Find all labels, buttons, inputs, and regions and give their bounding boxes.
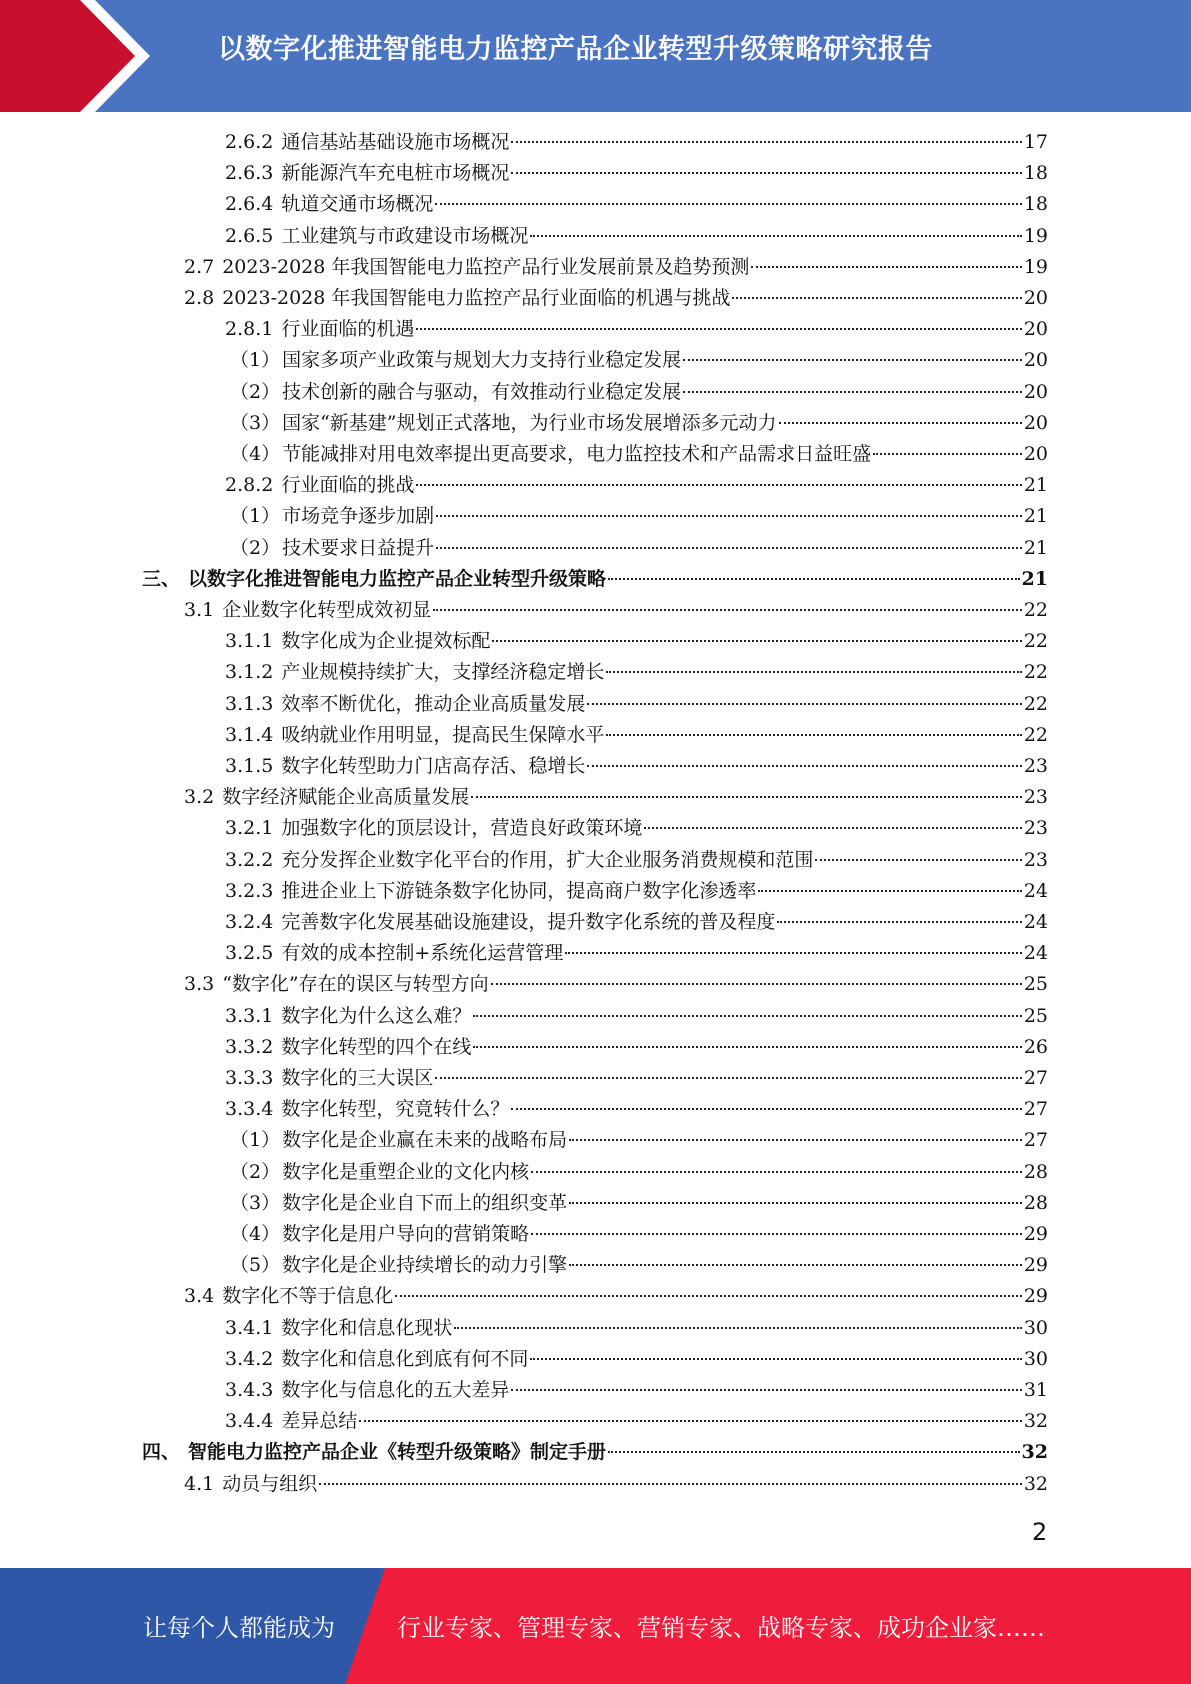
toc-entry-number: 3.3.2	[225, 1035, 274, 1058]
toc-entry-number: 3.3	[184, 973, 215, 996]
toc-entry-number: 3.1.3	[225, 692, 274, 715]
toc-dot-leader	[436, 547, 1022, 549]
toc-entry-title: 2023-2028 年我国智能电力监控产品行业发展前景及趋势预测	[222, 255, 750, 278]
toc-entry-page: 26	[1023, 1035, 1048, 1058]
toc-entry-number: 3.1.4	[225, 723, 274, 746]
toc-entry-title: 数字化的三大误区	[281, 1067, 434, 1089]
toc-entry-page: 18	[1023, 193, 1048, 216]
toc-entry-title: 吸纳就业作用明显，提高民生保障水平	[281, 723, 605, 746]
toc-dot-leader	[587, 765, 1021, 767]
toc-dot-leader	[530, 235, 1021, 237]
toc-entry-page: 28	[1023, 1191, 1048, 1214]
toc-entry[interactable]	[225, 314, 1048, 345]
toc-entry-page: 25	[1023, 973, 1048, 996]
toc-entry-page: 32	[1023, 1410, 1048, 1433]
toc-entry[interactable]	[225, 938, 1048, 969]
toc-dot-leader	[416, 328, 1021, 330]
toc-entry-title: “数字化”存在的误区与转型方向	[222, 973, 489, 996]
toc-dot-leader	[359, 1420, 1021, 1422]
toc-entry[interactable]	[225, 626, 1048, 657]
toc-entry-title: 产业规模持续扩大，支撑经济稳定增长	[281, 661, 605, 684]
toc-dot-leader	[569, 1264, 1022, 1266]
toc-entry-page: 29	[1023, 1254, 1048, 1277]
toc-dot-leader	[511, 1108, 1021, 1110]
toc-entry-title: 效率不断优化，推动企业高质量发展	[281, 692, 586, 715]
toc-entry[interactable]	[142, 564, 1048, 595]
toc-entry-page: 24	[1023, 911, 1048, 933]
toc-entry-page: 27	[1023, 1098, 1048, 1121]
toc-entry-number: 3.1	[184, 599, 215, 621]
toc-dot-leader	[530, 1358, 1021, 1360]
toc-entry-page: 21	[1023, 536, 1048, 559]
toc-entry-title: 国家多项产业政策与规划大力支持行业稳定发展	[282, 349, 682, 372]
toc-dot-leader	[751, 266, 1021, 268]
toc-entry-number: （1）	[230, 349, 281, 372]
toc-entry-number: 4.1	[184, 1472, 215, 1495]
toc-dot-leader	[606, 671, 1021, 673]
toc-entry-page: 30	[1023, 1347, 1048, 1370]
toc-dot-leader	[606, 734, 1021, 736]
toc-entry-page: 25	[1023, 1004, 1048, 1027]
toc-dot-leader	[569, 1202, 1022, 1204]
toc-dot-leader	[644, 827, 1021, 829]
toc-entry[interactable]	[225, 845, 1048, 876]
toc-entry-page: 29	[1023, 1285, 1048, 1308]
toc-entry-number: 3.3.4	[225, 1098, 274, 1121]
toc-entry-number: 3.1.5	[225, 755, 274, 777]
toc-entry-page: 18	[1023, 162, 1048, 185]
toc-entry[interactable]	[225, 1063, 1048, 1094]
toc-entry-title: 以数字化推进智能电力监控产品企业转型升级策略	[188, 567, 607, 590]
toc-entry[interactable]	[142, 1437, 1048, 1468]
toc-dot-leader	[777, 921, 1021, 923]
toc-entry-page: 22	[1023, 599, 1048, 621]
toc-entry-title: 国家“新基建”规划正式落地，为行业市场发展增添多元动力	[282, 411, 777, 434]
toc-dot-leader	[873, 453, 1022, 455]
footer-slogan: 让每个人都能成为	[143, 1614, 335, 1642]
toc-dot-leader	[511, 141, 1021, 143]
toc-dot-leader	[395, 1295, 1022, 1297]
toc-entry-title: 数字化为什么这么难？	[281, 1004, 472, 1027]
toc-dot-leader	[565, 952, 1022, 954]
toc-entry-number: 3.2.4	[225, 911, 274, 933]
toc-entry-page: 24	[1023, 879, 1048, 902]
toc-entry-page: 27	[1023, 1129, 1048, 1152]
toc-entry-title: 数字化和信息化到底有何不同	[281, 1347, 529, 1370]
toc-entry-number: 2.8.2	[225, 474, 274, 497]
toc-entry-page: 22	[1023, 661, 1048, 684]
toc-entry-number: （4）	[230, 443, 281, 465]
toc-dot-leader	[608, 578, 1020, 580]
toc-entry-number: 3.3.1	[225, 1004, 274, 1027]
toc-entry[interactable]	[225, 1406, 1048, 1437]
toc-entry-page: 31	[1023, 1379, 1048, 1401]
toc-entry[interactable]	[184, 1469, 1048, 1500]
toc-entry-title: 数字化不等于信息化	[222, 1285, 394, 1308]
toc-entry[interactable]	[230, 1188, 1048, 1219]
toc-entry-number: （2）	[230, 536, 281, 559]
toc-entry-number: （1）	[230, 1129, 281, 1152]
toc-entry-title: 节能减排对用电效率提出更高要求，电力监控技术和产品需求日益旺盛	[282, 443, 872, 465]
toc-dot-leader	[608, 1451, 1020, 1453]
toc-entry-page: 32	[1023, 1472, 1048, 1495]
toc-entry-number: （1）	[230, 505, 281, 528]
toc-entry[interactable]	[225, 1001, 1048, 1032]
toc-entry-title: 市场竞争逐步加剧	[282, 505, 435, 528]
toc-entry-number: 三、	[142, 567, 181, 590]
toc-entry-number: 3.2	[184, 786, 215, 809]
toc-entry-title: 加强数字化的顶层设计，营造良好政策环境	[281, 817, 643, 840]
toc-dot-leader	[511, 172, 1021, 174]
toc-dot-leader	[473, 1015, 1021, 1017]
toc-entry-title: 数字化与信息化的五大差异	[281, 1379, 510, 1401]
toc-entry-page: 23	[1023, 755, 1048, 777]
toc-entry-number: （4）	[230, 1223, 281, 1245]
toc-entry-title: 推进企业上下游链条数字化协同，提高商户数字化渗透率	[281, 879, 757, 902]
toc-entry[interactable]	[225, 813, 1048, 844]
toc-entry-number: 3.1.1	[225, 630, 274, 653]
toc-entry-title: 数字化成为企业提效标配	[281, 630, 491, 653]
toc-entry-number: 3.2.5	[225, 942, 274, 965]
toc-entry-number: 3.2.1	[225, 817, 274, 840]
toc-entry-page: 21	[1023, 505, 1048, 528]
toc-entry-page: 23	[1023, 786, 1048, 809]
toc-entry-title: 数字化是用户导向的营销策略	[282, 1223, 530, 1245]
toc-entry-number: 3.4.1	[225, 1316, 274, 1339]
toc-entry[interactable]	[230, 533, 1048, 564]
toc-entry-page: 20	[1023, 318, 1048, 341]
toc-dot-leader	[454, 1327, 1021, 1329]
toc-entry-page: 22	[1023, 692, 1048, 715]
toc-entry-page: 17	[1023, 131, 1048, 153]
toc-entry-page: 24	[1023, 942, 1048, 965]
toc-entry-page: 30	[1023, 1316, 1048, 1339]
toc-dot-leader	[436, 515, 1022, 517]
toc-entry-title: 有效的成本控制+系统化运营管理	[281, 942, 564, 965]
toc-entry-title: 通信基站基础设施市场概况	[281, 131, 510, 153]
toc-entry[interactable]	[184, 252, 1048, 283]
toc-dot-leader	[433, 609, 1022, 611]
toc-entry[interactable]	[225, 689, 1048, 720]
toc-entry-number: 2.6.5	[225, 224, 274, 247]
toc-entry-title: 数字化转型助力门店高存活、稳增长	[281, 755, 586, 777]
toc-entry-number: 3.1.2	[225, 661, 274, 684]
toc-entry-page: 20	[1023, 349, 1048, 372]
toc-entry-number: （3）	[230, 411, 281, 434]
toc-entry-number: 3.3.3	[225, 1067, 274, 1089]
toc-dot-leader	[491, 983, 1022, 985]
toc-entry-title: 动员与组织	[222, 1472, 318, 1495]
toc-dot-leader	[683, 359, 1022, 361]
toc-dot-leader	[471, 796, 1022, 798]
toc-entry[interactable]	[225, 189, 1048, 220]
toc-entry-number: （2）	[230, 1160, 281, 1183]
page-header	[0, 0, 1191, 112]
toc-entry-number: 2.7	[184, 255, 215, 278]
toc-entry-title: 差异总结	[281, 1410, 358, 1433]
toc-entry[interactable]	[225, 876, 1048, 907]
toc-dot-leader	[683, 391, 1022, 393]
header-arrow-decoration	[0, 0, 160, 112]
toc-entry[interactable]	[230, 1219, 1048, 1250]
toc-entry-number: 2.6.2	[225, 131, 274, 153]
toc-entry-page: 20	[1023, 287, 1048, 309]
toc-entry[interactable]	[225, 1375, 1048, 1406]
toc-entry-number: 3.4	[184, 1285, 215, 1308]
toc-entry-number: 2.6.3	[225, 162, 274, 185]
toc-entry-page: 22	[1023, 723, 1048, 746]
toc-entry-title: 数字化和信息化现状	[281, 1316, 453, 1339]
toc-entry[interactable]	[225, 907, 1048, 938]
toc-entry-page: 27	[1023, 1067, 1048, 1089]
toc-entry-number: 3.4.2	[225, 1347, 274, 1370]
toc-entry-number: 2.6.4	[225, 193, 274, 216]
toc-entry[interactable]	[225, 470, 1048, 501]
toc-entry[interactable]	[225, 1094, 1048, 1125]
toc-entry[interactable]	[230, 408, 1048, 439]
toc-entry-page: 20	[1023, 443, 1048, 465]
toc-entry-number: 3.2.2	[225, 848, 274, 871]
page-footer	[0, 1568, 1191, 1684]
toc-entry-title: 技术要求日益提升	[282, 536, 435, 559]
toc-entry[interactable]	[225, 127, 1048, 158]
toc-entry-title: 数字经济赋能企业高质量发展	[222, 786, 470, 809]
toc-entry-title: 轨道交通市场概况	[281, 193, 434, 216]
toc-entry-title: 完善数字化发展基础设施建设，提升数字化系统的普及程度	[281, 911, 776, 933]
toc-entry-page: 29	[1023, 1223, 1048, 1245]
toc-entry-number: （5）	[230, 1254, 281, 1277]
toc-entry-title: 数字化是企业赢在未来的战略布局	[282, 1129, 568, 1152]
toc-entry[interactable]	[230, 439, 1048, 470]
toc-entry[interactable]	[184, 782, 1048, 813]
toc-entry-page: 20	[1023, 411, 1048, 434]
toc-entry-title: 数字化是重塑企业的文化内核	[282, 1160, 530, 1183]
toc-dot-leader	[587, 703, 1021, 705]
toc-entry-title: 数字化转型，究竟转什么？	[281, 1098, 510, 1121]
toc-entry-title: 技术创新的融合与驱动，有效推动行业稳定发展	[282, 380, 682, 403]
toc-entry-page: 21	[1023, 474, 1048, 497]
toc-entry-title: 数字化是企业持续增长的动力引擎	[282, 1254, 568, 1277]
toc-entry[interactable]	[225, 657, 1048, 688]
toc-entry-title: 智能电力监控产品企业《转型升级策略》制定手册	[188, 1441, 607, 1464]
toc-entry[interactable]	[230, 1125, 1048, 1156]
toc-dot-leader	[732, 297, 1021, 299]
toc-entry-page: 23	[1023, 848, 1048, 871]
toc-entry[interactable]	[225, 1032, 1048, 1063]
toc-entry[interactable]	[225, 751, 1048, 782]
toc-dot-leader	[569, 1139, 1022, 1141]
report-title: 以数字化推进智能电力监控产品企业转型升级策略研究报告	[218, 34, 933, 65]
toc-entry-page: 32	[1021, 1441, 1048, 1464]
toc-entry-page: 23	[1023, 817, 1048, 840]
toc-entry[interactable]	[225, 221, 1048, 252]
toc-entry-page: 28	[1023, 1160, 1048, 1183]
toc-entry[interactable]	[230, 377, 1048, 408]
toc-entry-title: 新能源汽车充电桩市场概况	[281, 162, 510, 185]
toc-entry-number: 2.8.1	[225, 318, 274, 341]
toc-entry-title: 充分发挥企业数字化平台的作用，扩大企业服务消费规模和范围	[281, 848, 814, 871]
toc-entry-page: 22	[1023, 630, 1048, 653]
toc-entry[interactable]	[225, 1344, 1048, 1375]
toc-entry-page: 19	[1023, 224, 1048, 247]
toc-entry-title: 行业面临的机遇	[281, 318, 415, 341]
toc-entry-title: 数字化转型的四个在线	[281, 1035, 472, 1058]
toc-entry[interactable]	[230, 1250, 1048, 1281]
toc-dot-leader	[758, 890, 1021, 892]
toc-entry-title: 2023-2028 年我国智能电力监控产品行业面临的机遇与挑战	[222, 287, 731, 309]
toc-entry[interactable]	[230, 1157, 1048, 1188]
toc-dot-leader	[511, 1389, 1021, 1391]
toc-entry-page: 20	[1023, 380, 1048, 403]
toc-entry[interactable]	[184, 595, 1048, 626]
toc-dot-leader	[779, 422, 1022, 424]
toc-dot-leader	[531, 1171, 1022, 1173]
toc-dot-leader	[435, 203, 1021, 205]
toc-dot-leader	[473, 1046, 1021, 1048]
toc-entry-number: 3.4.3	[225, 1379, 274, 1401]
toc-dot-leader	[815, 859, 1021, 861]
toc-dot-leader	[531, 1233, 1022, 1235]
toc-dot-leader	[492, 640, 1021, 642]
toc-entry-title: 企业数字化转型成效初显	[222, 599, 432, 621]
toc-entry[interactable]	[184, 283, 1048, 314]
toc-entry-number: 四、	[142, 1441, 181, 1464]
toc-entry-number: 2.8	[184, 287, 215, 309]
toc-dot-leader	[319, 1483, 1022, 1485]
toc-entry[interactable]	[225, 1313, 1048, 1344]
toc-entry[interactable]	[225, 720, 1048, 751]
toc-entry-number: 3.4.4	[225, 1410, 274, 1433]
toc-entry[interactable]	[184, 1281, 1048, 1312]
toc-entry[interactable]	[230, 345, 1048, 376]
toc-entry-page: 19	[1023, 255, 1048, 278]
page-number: 2	[1032, 1518, 1048, 1546]
toc-entry[interactable]	[225, 158, 1048, 189]
footer-roles: 行业专家、管理专家、营销专家、战略专家、成功企业家……	[397, 1614, 1045, 1642]
toc-entry-number: （3）	[230, 1191, 281, 1214]
toc-entry-number: （2）	[230, 380, 281, 403]
toc-entry-page: 21	[1021, 567, 1048, 590]
toc-entry[interactable]	[230, 501, 1048, 532]
toc-entry-title: 行业面临的挑战	[281, 474, 415, 497]
toc-entry[interactable]	[184, 969, 1048, 1000]
toc-entry-number: 3.2.3	[225, 879, 274, 902]
toc-dot-leader	[435, 1077, 1021, 1079]
toc-entry-title: 工业建筑与市政建设市场概况	[281, 224, 529, 247]
toc-entry-title: 数字化是企业自下而上的组织变革	[282, 1191, 568, 1214]
toc-dot-leader	[416, 484, 1021, 486]
